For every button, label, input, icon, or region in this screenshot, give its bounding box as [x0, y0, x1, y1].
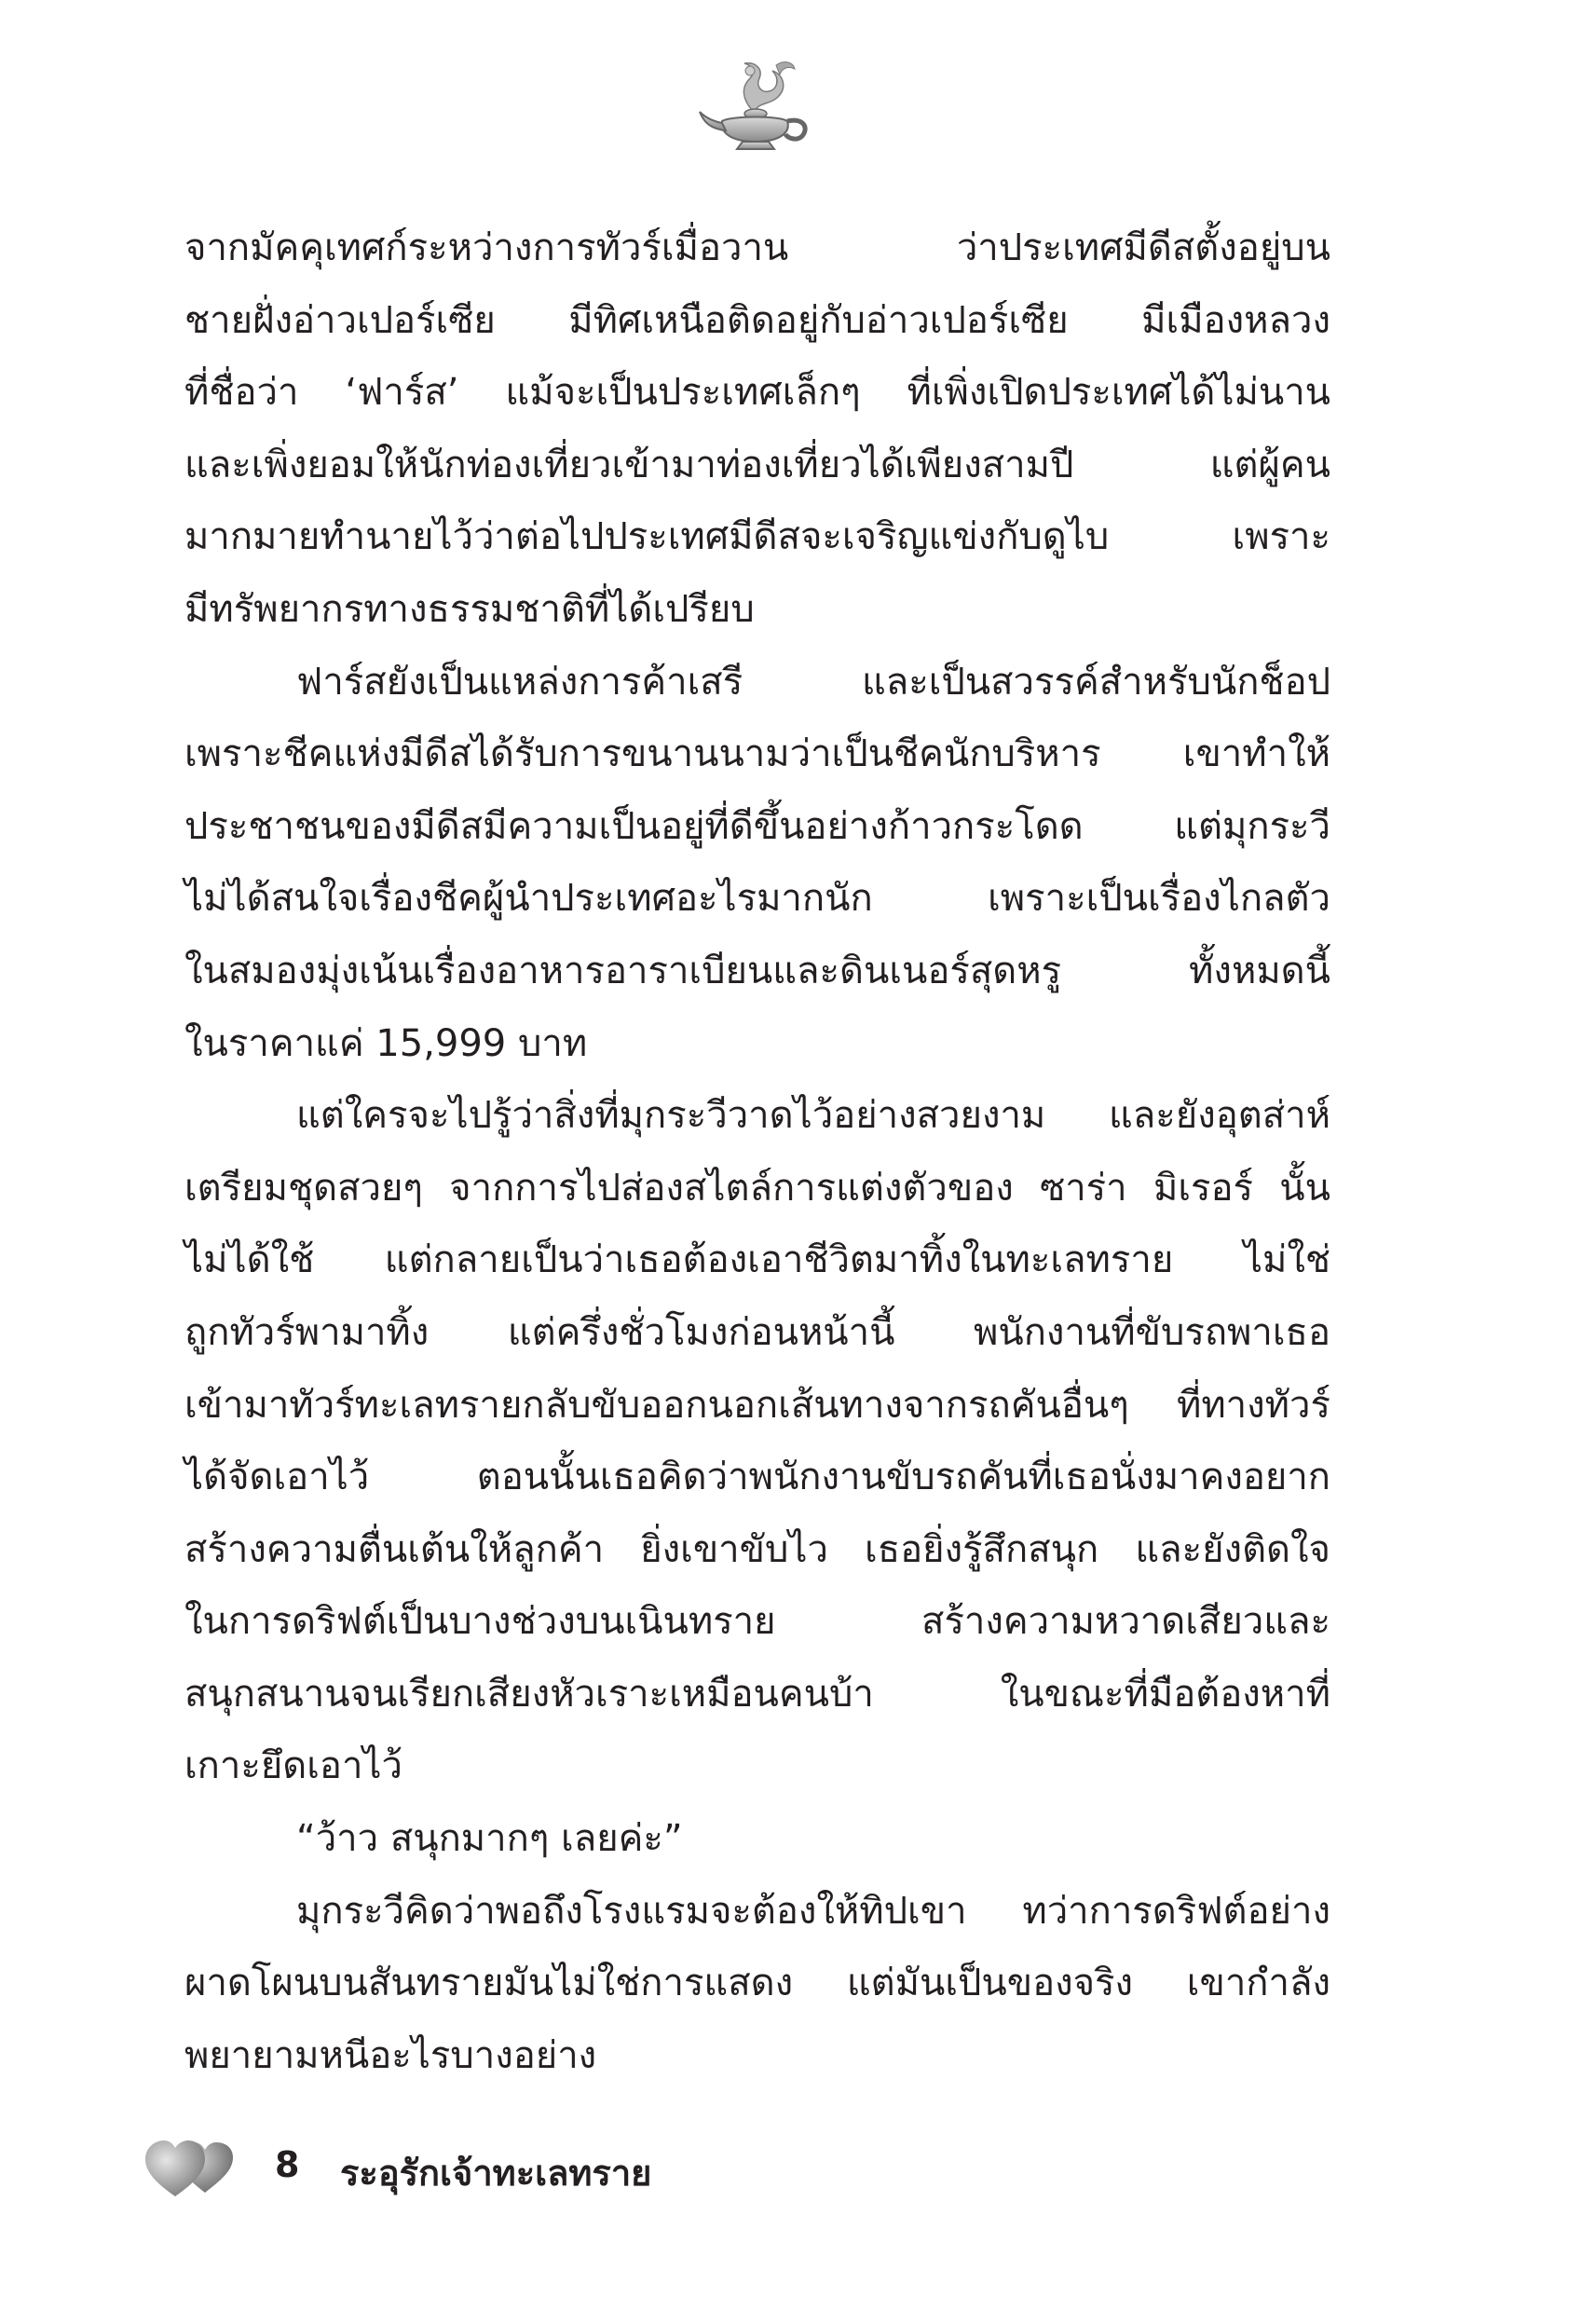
paragraph	[184, 1080, 1330, 1803]
paragraph	[184, 1876, 1330, 2093]
text-line: แต่ใครจะไปรู้ว่าสิ่งที่มุกระวีวาดไว้อย่างสวยงาม และยังอุตส่าห์	[296, 1094, 1330, 1138]
text-line: ถูกทัวร์พามาทิ้ง แต่ครึ่งชั่วโมงก่อนหน้านี้ พนักงานที่ขับรถพาเธอ	[184, 1310, 1330, 1354]
text-line: ที่ชื่อว่า ‘ฟาร์ส’ แม้จะเป็นประเทศเล็กๆ ที่เพิ่งเปิดประเทศได้ไม่นาน	[184, 371, 1330, 415]
text-line: ได้จัดเอาไว้ ตอนนั้นเธอคิดว่าพนักงานขับรถคันที่เธอนั่งมาคงอยาก	[184, 1456, 1330, 1499]
chapter-body	[184, 212, 1330, 2092]
genie-lamp-icon	[694, 56, 815, 158]
text-line: พยายามหนีอะไรบางอย่าง	[184, 2033, 597, 2077]
hearts-icon	[140, 2120, 247, 2204]
text-line: เข้ามาทัวร์ทะเลทรายกลับขับออกนอกเส้นทางจากรถคันอื่นๆ ที่ทางทัวร์	[184, 1383, 1330, 1427]
paragraph	[184, 212, 1330, 647]
text-line: และเพิ่งยอมให้นักท่องเที่ยวเข้ามาท่องเที่ยวได้เพียงสามปี แต่ผู้คน	[184, 443, 1330, 486]
text-line: มีทรัพยากรทางธรรมชาติที่ได้เปรียบ	[184, 587, 755, 631]
text-line: ประชาชนของมีดีสมีความเป็นอยู่ที่ดีขึ้นอย่างก้าวกระโดด แต่มุกระวี	[184, 804, 1330, 848]
text-line: “ว้าว สนุกมากๆ เลยค่ะ”	[296, 1817, 683, 1861]
text-line: เพราะชีคแห่งมีดีสได้รับการขนานนามว่าเป็นชีคนักบริหาร เขาทำให้	[184, 732, 1330, 776]
text-line: ไม่ได้สนใจเรื่องชีคผู้นำประเทศอะไรมากนัก เพราะเป็นเรื่องไกลตัว	[184, 877, 1330, 921]
text-line: ชายฝั่งอ่าวเปอร์เซีย มีทิศเหนือติดอยู่กับอ่าวเปอร์เซีย มีเมืองหลวง	[184, 298, 1330, 342]
text-line: จากมัคคุเทศก์ระหว่างการทัวร์เมื่อวาน ว่าประเทศมีดีสตั้งอยู่บน	[184, 226, 1330, 269]
text-line: เตรียมชุดสวยๆ จากการไปส่องสไตล์การแต่งตัวของ ซาร่า มิเรอร์ นั้น	[184, 1166, 1330, 1210]
text-line: ไม่ได้ใช้ แต่กลายเป็นว่าเธอต้องเอาชีวิตมาทิ้งในทะเลทราย ไม่ใช่	[184, 1238, 1330, 1282]
text-line: ฟาร์สยังเป็นแหล่งการค้าเสรี และเป็นสวรรค์สำหรับนักช็อป	[296, 660, 1330, 704]
text-line: เกาะยึดเอาไว้	[184, 1744, 402, 1788]
text-line: สร้างความตื่นเต้นให้ลูกค้า ยิ่งเขาขับไว เธอยิ่งรู้สึกสนุก และยังติดใจ	[184, 1527, 1330, 1571]
text-line: ในการดริฟต์เป็นบางช่วงบนเนินทราย สร้างความหวาดเสียวและ	[184, 1600, 1330, 1644]
page-number: 8	[275, 2144, 300, 2185]
text-line: ผาดโผนบนสันทรายมันไม่ใช่การแสดง แต่มันเป็นของจริง เขากำลัง	[184, 1962, 1330, 2005]
text-line: ในราคาแค่ 15,999 บาท	[184, 1021, 588, 1065]
paragraph	[184, 1803, 1330, 1876]
page-footer	[140, 2120, 792, 2213]
text-line: ในสมองมุ่งเน้นเรื่องอาหารอาราเบียนและดินเนอร์สุดหรู ทั้งหมดนี้	[184, 949, 1330, 992]
text-line: สนุกสนานจนเรียกเสียงหัวเราะเหมือนคนบ้า ในขณะที่มือต้องหาที่	[184, 1672, 1330, 1716]
book-title: ระอุรักเจ้าทะเลทราย	[340, 2153, 652, 2194]
text-line: มุกระวีคิดว่าพอถึงโรงแรมจะต้องให้ทิปเขา ทว่าการดริฟต์อย่าง	[296, 1889, 1330, 1933]
paragraph	[184, 647, 1330, 1081]
text-line: มากมายทำนายไว้ว่าต่อไปประเทศมีดีสจะเจริญแข่งกับดูไบ เพราะ	[184, 515, 1330, 559]
